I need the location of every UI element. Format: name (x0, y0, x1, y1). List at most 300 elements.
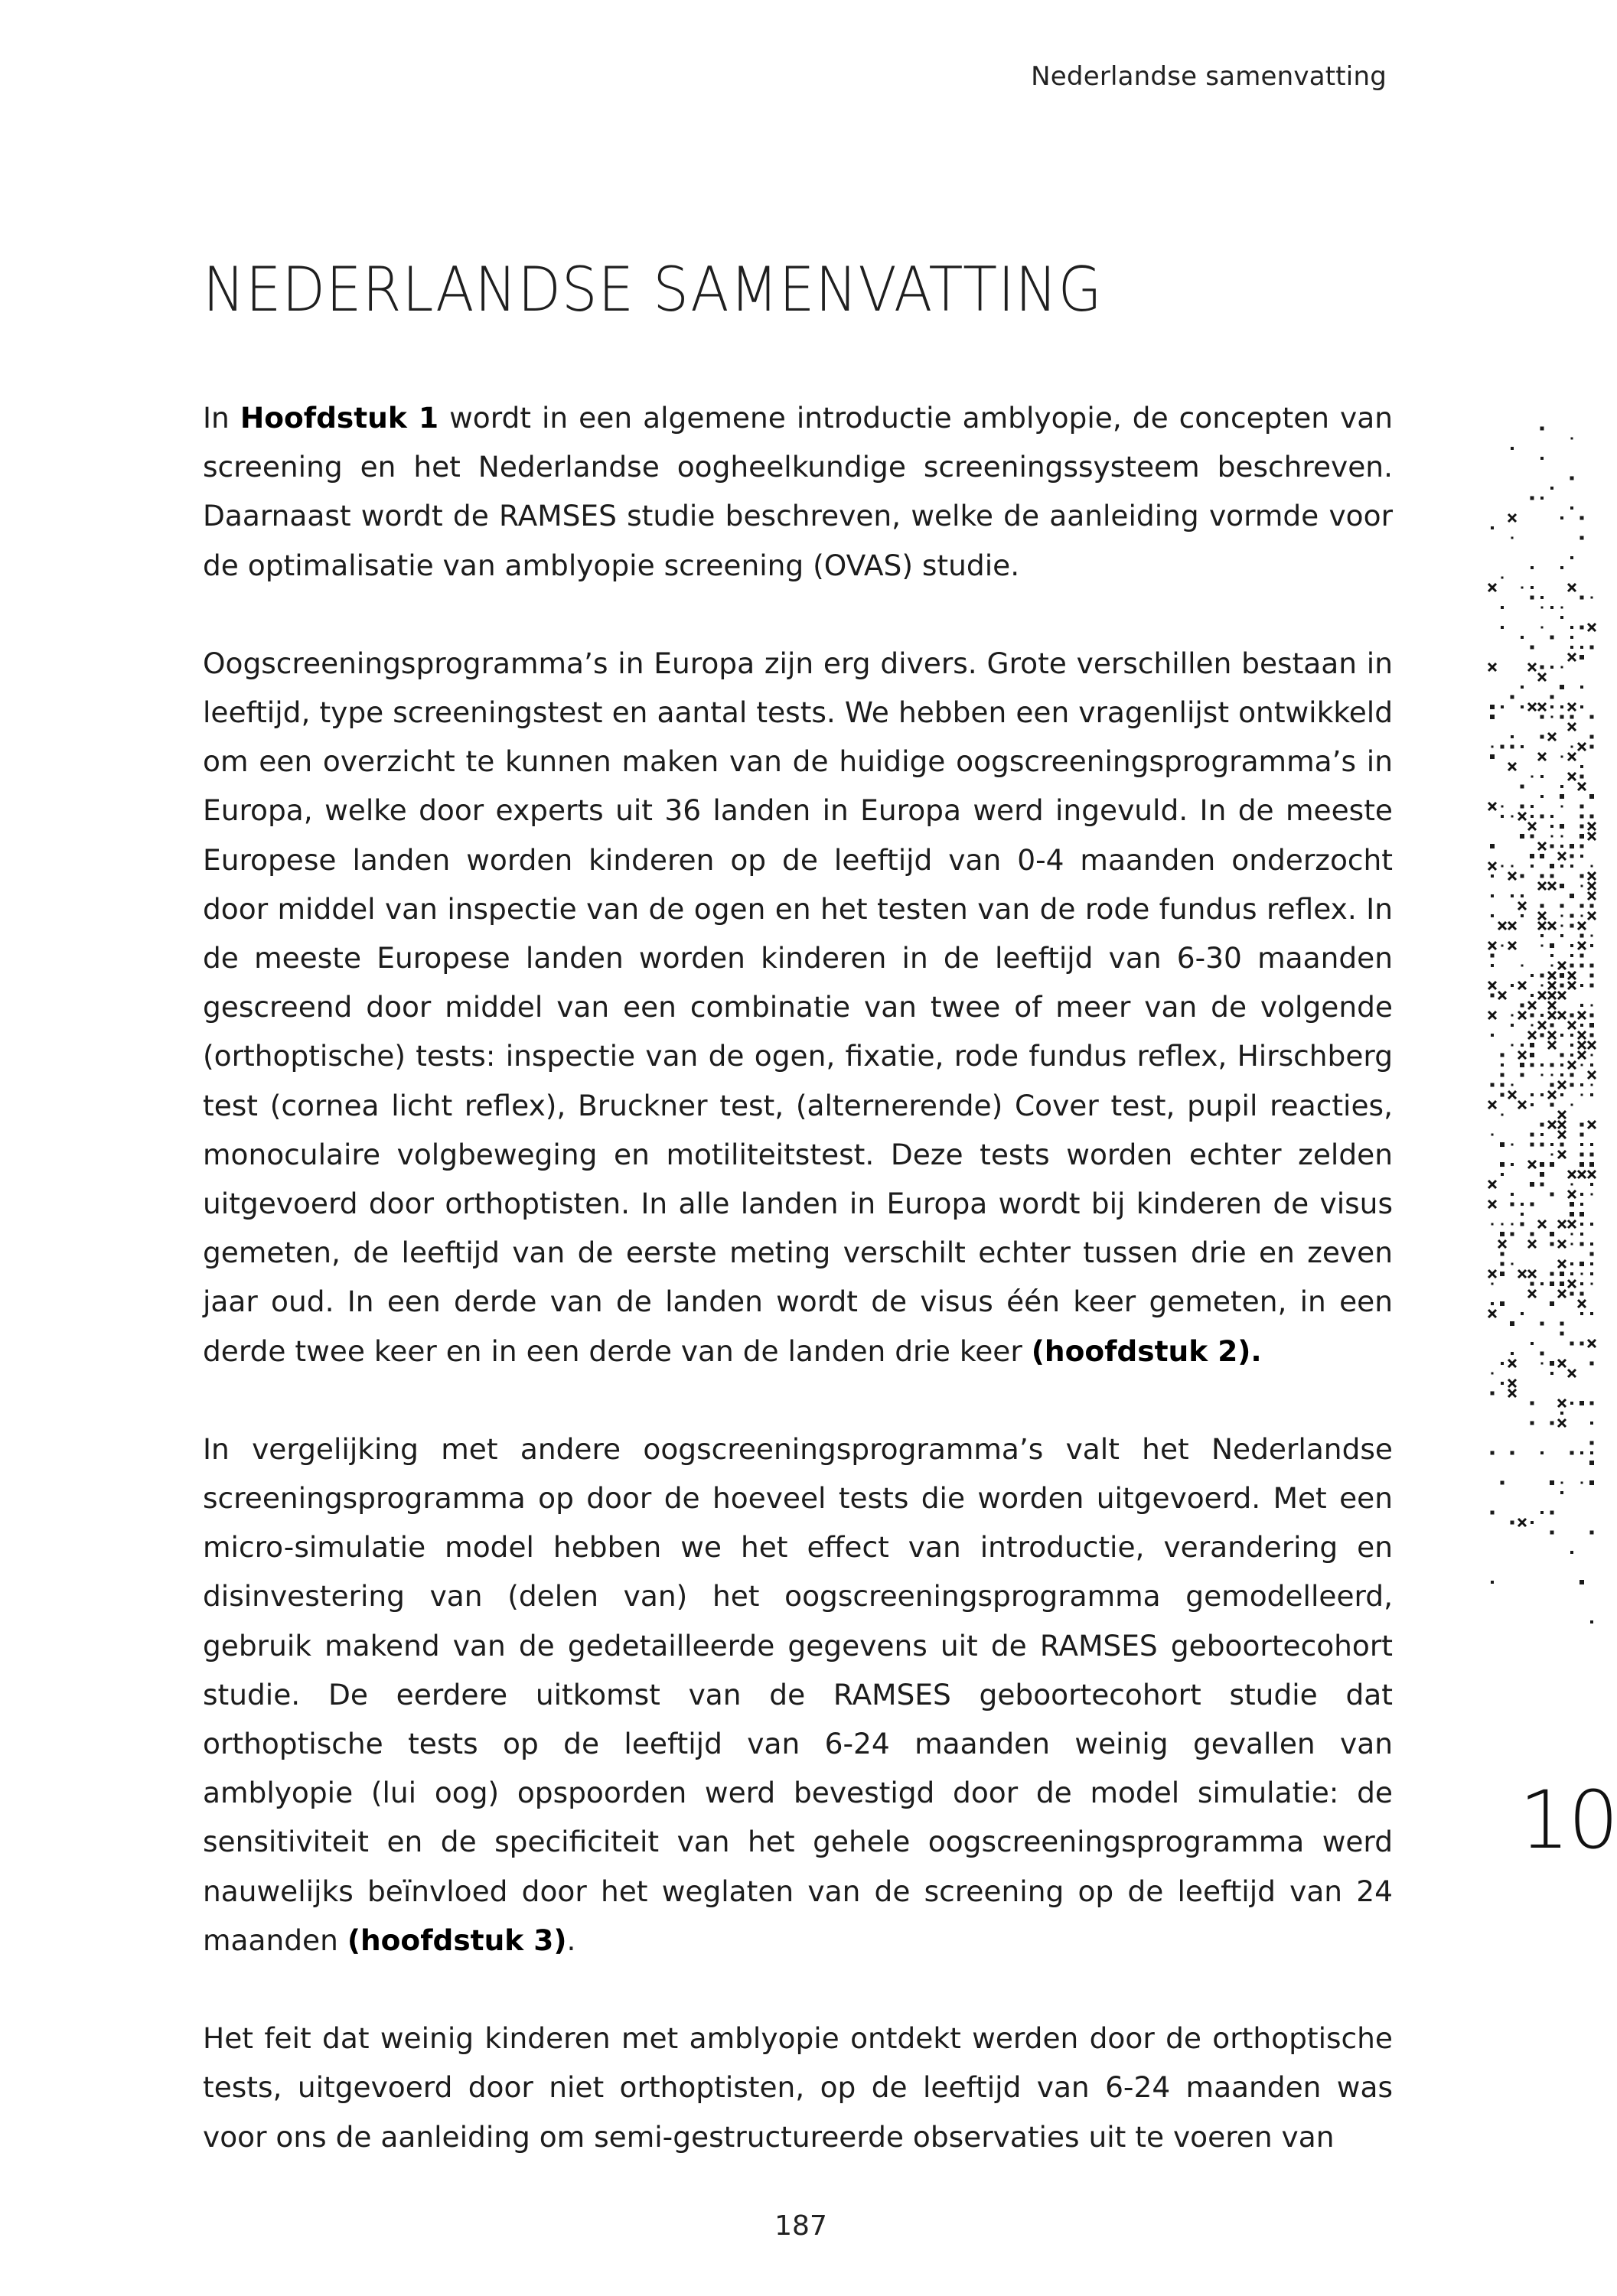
pattern-dot (1580, 686, 1583, 689)
pattern-dot (1580, 1024, 1583, 1027)
running-header: Nederlandse samenvatting (1031, 61, 1387, 92)
pattern-dot (1550, 1143, 1553, 1146)
pattern-dot (1560, 705, 1563, 708)
pattern-dot (1550, 1301, 1554, 1306)
pattern-dot (1501, 865, 1504, 868)
pattern-dot (1590, 974, 1594, 978)
pattern-dot (1580, 655, 1584, 659)
pattern-dot (1511, 1163, 1514, 1166)
pattern-dot (1491, 894, 1494, 897)
pattern-dot (1531, 1024, 1534, 1027)
pattern-dot (1541, 985, 1544, 987)
page-number: 187 (774, 2210, 827, 2242)
pattern-dot (1550, 954, 1553, 957)
pattern-dot (1580, 1193, 1583, 1196)
p2-text-a: Oogscreeningsprogramma’s in Europa zijn erg divers. Grote verschillen bestaan in leeftijd, type screeningstest en aantal tests. We hebben een vragenlijst ontwikkeld om een overzicht te kunnen maken van de huidige oogscreeningsprogramma’s in Europa, welke door experts uit 36 landen in Europa werd ingevuld. In de meeste Europese landen worden kinderen op de leeftijd van 0-4 maanden onderzocht door middel van inspectie van de ogen en het testen van de rode fundus reflex. In de meeste Europese landen worden kinderen in de leeftijd van 6-30 maanden gescreend door middel van een combinatie van twee of meer van de volgende (orthoptische) tests: inspectie van de ogen, fixatie, rode fundus reflex, Hirschberg test (cornea licht reflex), Bruckner test, (alternerende) Cover test, pupil reacties, monoculaire volgbeweging en motiliteitstest. Deze tests worden echter zelden uitgevoerd door orthoptisten. In alle landen in Europa wordt bij kinderen de visus gemeten, de leeftijd van de eerste meting verschilt echter tussen drie en zeven jaar oud. In een derde van de landen wordt de visus één keer gemeten, in een derde twee keer en in een derde van de landen drie keer (203, 646, 1393, 1368)
pattern-dot (1580, 934, 1584, 938)
pattern-dot (1580, 765, 1583, 768)
pattern-dot (1570, 556, 1573, 559)
p4-text-a: Het feit dat weinig kinderen met amblyopie ontdekt werden door de orthoptische tests, uitgevoerd door niet orthoptisten, op de leeftijd van 6-24 maanden was voor ons de aanleiding om semi-gestructureerde observaties uit te voeren van (203, 2021, 1393, 2154)
pattern-dot (1580, 1133, 1584, 1137)
pattern-dot (1570, 954, 1573, 957)
pattern-dot (1561, 925, 1563, 927)
pattern-dot (1550, 695, 1554, 699)
pattern-dot (1590, 1272, 1593, 1275)
pattern-dot (1521, 874, 1524, 878)
pattern-dot (1511, 745, 1514, 749)
pattern-dot (1571, 746, 1573, 748)
pattern-dot (1501, 1382, 1504, 1385)
pattern-dot (1531, 974, 1534, 977)
pattern-dot (1580, 1143, 1583, 1146)
pattern-dot (1490, 715, 1495, 719)
pattern-dot (1570, 1014, 1574, 1018)
pattern-dot (1570, 1044, 1573, 1047)
pattern-dot (1570, 626, 1573, 629)
pattern-dot (1560, 685, 1564, 689)
pattern-dot (1580, 805, 1584, 809)
pattern-dot (1580, 825, 1584, 829)
pattern-dot (1550, 845, 1554, 848)
p3-text-a: In vergelijking met andere oogscreeningsprogramma’s valt het Nederlandse screeningsprogramma op door de hoeveel tests die worden uitgevoerd. Met een micro-simulatie model hebben we het effect van introductie, verandering en disinvestering van (delen van) het oogscreeningsprogramma gemodelleerd, gebruik makend van de gedetailleerde gegevens uit de RAMSES geboortecohort studie. De eerdere uitkomst van de RAMSES geboortecohort studie dat orthoptische tests op de leeftijd van 6-24 maanden weinig gevallen van amblyopie (lui oog) opspoorden werd bevestigd door de model simulatie: de sensitiviteit en de specificiteit van het gehele oogscreeningsprogramma werd nauwelijks beïnvloed door het weglaten van de screening op de leeftijd van 24 maanden (203, 1431, 1393, 1957)
pattern-dot (1580, 1282, 1583, 1285)
pattern-dot (1511, 1084, 1514, 1086)
pattern-dot (1581, 1482, 1583, 1484)
pattern-dot (1511, 1024, 1514, 1027)
pattern-dot (1520, 1063, 1524, 1067)
pattern-dot (1511, 894, 1514, 897)
pattern-dot (1570, 1073, 1574, 1077)
pattern-dot (1501, 626, 1504, 629)
pattern-dot (1540, 1162, 1544, 1167)
pattern-dot (1521, 686, 1524, 689)
pattern-dot (1491, 1083, 1495, 1087)
pattern-dot (1580, 904, 1584, 908)
pattern-dot (1560, 884, 1564, 888)
pattern-dot (1530, 1053, 1534, 1057)
pattern-dot (1590, 1223, 1593, 1226)
pattern-dot (1521, 1213, 1524, 1216)
pattern-dot (1531, 815, 1534, 818)
pattern-dot (1580, 1153, 1584, 1157)
pattern-dot (1511, 1203, 1514, 1207)
pattern-dot (1541, 607, 1544, 609)
pattern-dot (1570, 855, 1574, 858)
pattern-dot (1501, 705, 1504, 708)
pattern-dot (1531, 497, 1534, 500)
pattern-dot (1531, 1103, 1534, 1106)
pattern-dot (1580, 1451, 1583, 1454)
pattern-dot (1591, 597, 1593, 599)
pattern-dot (1540, 596, 1544, 599)
pattern-dot (1590, 1422, 1593, 1425)
p1-chapter-ref: Hoofdstuk 1 (240, 401, 439, 435)
pattern-dot (1560, 973, 1564, 978)
pattern-dot (1550, 1083, 1554, 1087)
pattern-dot (1580, 1292, 1584, 1296)
pattern-dot (1491, 1223, 1494, 1226)
pattern-dot (1521, 1004, 1524, 1008)
pattern-dot (1491, 954, 1495, 958)
pattern-dot (1491, 1134, 1494, 1136)
pattern-dot (1580, 1580, 1584, 1584)
pattern-dot (1570, 944, 1573, 947)
pattern-dot (1570, 1272, 1573, 1275)
pattern-dot (1531, 1093, 1534, 1096)
pattern-dot (1540, 1282, 1544, 1285)
pattern-dot (1531, 1063, 1534, 1067)
pattern-dot (1570, 1551, 1573, 1554)
pattern-dot (1560, 1054, 1564, 1057)
pattern-dot (1560, 1412, 1563, 1415)
pattern-dot (1560, 865, 1563, 868)
pattern-dot (1550, 943, 1554, 948)
pattern-dot (1491, 1034, 1494, 1037)
pattern-dot (1561, 607, 1563, 609)
pattern-dot (1590, 1451, 1593, 1454)
pattern-dot (1560, 516, 1563, 519)
pattern-dot (1560, 824, 1564, 829)
pattern-dot (1590, 1183, 1593, 1186)
pattern-dot (1560, 1093, 1563, 1096)
pattern-dot (1540, 1143, 1544, 1147)
pattern-dot (1589, 1162, 1594, 1167)
pattern-dot (1580, 626, 1584, 630)
pattern-dot (1521, 1312, 1524, 1315)
pattern-dot (1511, 1044, 1514, 1047)
pattern-dot (1570, 1034, 1573, 1037)
pattern-dot (1580, 834, 1584, 839)
pattern-dot (1501, 745, 1505, 749)
pattern-dot (1531, 1521, 1534, 1524)
pattern-dot (1540, 854, 1544, 858)
pattern-dot (1581, 1094, 1583, 1096)
pattern-dot (1590, 1242, 1593, 1246)
pattern-dot (1531, 1422, 1534, 1425)
pattern-dot (1561, 835, 1563, 838)
pattern-dot (1541, 1363, 1544, 1365)
pattern-dot (1551, 1154, 1553, 1156)
pattern-dot (1550, 1511, 1554, 1515)
pattern-dot (1501, 1063, 1504, 1067)
pattern-dot (1560, 934, 1563, 937)
page-title: NEDERLANDSE SAMENVATTING (203, 254, 1103, 325)
pattern-dot (1580, 1004, 1583, 1007)
p3-text-c: . (566, 1923, 576, 1957)
pattern-dot (1570, 646, 1573, 649)
pattern-dot (1520, 834, 1524, 839)
pattern-dot (1550, 1480, 1554, 1485)
pattern-dot (1560, 1073, 1563, 1076)
pattern-dot (1541, 627, 1544, 629)
pattern-dot (1511, 1451, 1514, 1455)
pattern-dot (1540, 1093, 1544, 1096)
pattern-dot (1580, 536, 1584, 540)
pattern-dot (1550, 705, 1553, 708)
pattern-dot (1491, 1302, 1494, 1305)
pattern-dot (1591, 865, 1593, 868)
pattern-dot (1531, 835, 1534, 839)
pattern-dot (1531, 1402, 1534, 1405)
pattern-dot (1580, 984, 1583, 987)
pattern-dot (1531, 596, 1534, 600)
pattern-dot (1540, 1322, 1544, 1326)
pattern-dot (1511, 695, 1514, 699)
pattern-dot (1591, 1084, 1593, 1086)
pattern-dot (1490, 705, 1495, 709)
pattern-dot (1521, 636, 1524, 639)
pattern-dot (1570, 1212, 1574, 1216)
pattern-dot (1511, 984, 1514, 987)
pattern-dot (1590, 944, 1593, 947)
pattern-dot (1501, 1362, 1504, 1365)
pattern-dot (1570, 964, 1574, 968)
pattern-dot (1560, 1034, 1563, 1037)
pattern-dot (1501, 606, 1504, 609)
pattern-dot (1540, 1511, 1544, 1514)
pattern-dot (1571, 1184, 1573, 1186)
pattern-dot (1540, 427, 1544, 431)
pattern-dot (1560, 1322, 1564, 1326)
pattern-dot (1560, 904, 1564, 908)
pattern-dot (1540, 1063, 1544, 1067)
pattern-dot (1581, 1064, 1583, 1067)
pattern-dot (1551, 716, 1553, 718)
pattern-dot (1590, 1262, 1593, 1265)
pattern-dot (1580, 964, 1584, 968)
pattern-dot (1511, 537, 1514, 539)
pattern-dot (1500, 1232, 1505, 1236)
pattern-dot (1540, 1133, 1544, 1136)
pattern-dot (1511, 1144, 1514, 1146)
pattern-dot (1550, 1361, 1554, 1366)
pattern-dot (1580, 775, 1584, 779)
pattern-dot (1521, 894, 1524, 897)
pattern-dot (1560, 1332, 1564, 1336)
pattern-dot (1561, 756, 1563, 758)
pattern-dot (1501, 1083, 1505, 1087)
pattern-dot (1491, 914, 1494, 917)
pattern-dot (1580, 815, 1584, 819)
pattern-dot (1530, 1043, 1534, 1047)
pattern-dot (1589, 794, 1594, 799)
pattern-dot (1501, 1173, 1504, 1176)
pattern-dot (1500, 1162, 1505, 1167)
pattern-dot (1550, 1232, 1554, 1236)
pattern-dot (1521, 705, 1524, 708)
pattern-dot (1550, 606, 1553, 609)
pattern-dot (1590, 984, 1594, 988)
pattern-dot (1580, 1312, 1583, 1315)
dot-pattern-decoration (1492, 329, 1602, 1783)
pattern-dot (1540, 735, 1544, 739)
pattern-dot (1570, 1451, 1574, 1455)
pattern-dot (1531, 776, 1534, 778)
pattern-dot (1590, 1362, 1594, 1366)
pattern-dot (1531, 586, 1534, 589)
pattern-dot (1550, 1242, 1554, 1246)
pattern-dot (1550, 1024, 1554, 1028)
pattern-dot (1531, 566, 1534, 569)
pattern-dot (1491, 964, 1494, 967)
pattern-dot (1511, 735, 1514, 738)
pattern-dot (1540, 666, 1544, 669)
pattern-dot (1540, 974, 1544, 978)
pattern-dot (1521, 587, 1524, 589)
pattern-dot (1570, 914, 1574, 918)
pattern-dot (1491, 1373, 1494, 1375)
chapter-number-tab: 10 (1519, 1773, 1617, 1867)
pattern-dot (1491, 526, 1494, 529)
pattern-dot (1511, 816, 1514, 818)
pattern-dot (1580, 1083, 1583, 1086)
pattern-dot (1491, 746, 1494, 748)
pattern-dot (1590, 745, 1594, 749)
pattern-dot (1589, 1480, 1594, 1485)
pattern-dot (1521, 1044, 1524, 1047)
pattern-dot (1580, 845, 1584, 848)
pattern-dot (1500, 1272, 1505, 1276)
pattern-dot (1521, 1203, 1524, 1206)
pattern-dot (1491, 1581, 1494, 1584)
pattern-dot (1501, 1054, 1505, 1057)
pattern-dot (1540, 904, 1544, 908)
pattern-dot (1540, 795, 1544, 798)
pattern-dot (1560, 845, 1563, 848)
pattern-dot (1551, 835, 1553, 838)
pattern-dot (1540, 775, 1544, 778)
pattern-dot (1501, 1481, 1505, 1485)
pattern-dot (1511, 1352, 1514, 1355)
pattern-dot (1580, 1342, 1584, 1346)
pattern-dot (1551, 1074, 1553, 1076)
pattern-dot (1590, 1441, 1594, 1445)
paragraph-2 (203, 639, 1393, 1376)
pattern-dot (1590, 1063, 1593, 1067)
pattern-dot (1580, 1223, 1583, 1226)
pattern-dot (1550, 1063, 1554, 1067)
pattern-dot (1541, 945, 1544, 947)
pattern-dot (1560, 616, 1563, 619)
pattern-dot (1570, 865, 1573, 868)
pattern-dot (1540, 1451, 1544, 1454)
pattern-dot (1540, 874, 1544, 878)
pattern-dot (1550, 864, 1554, 868)
pattern-dot (1531, 1233, 1534, 1236)
pattern-dot (1541, 1074, 1544, 1076)
pattern-dot (1589, 1461, 1594, 1465)
pattern-dot (1550, 1162, 1554, 1167)
pattern-dot (1521, 785, 1524, 789)
pattern-dot (1511, 447, 1514, 450)
body-text (203, 393, 1393, 2210)
pattern-dot (1590, 735, 1594, 739)
pattern-dot (1550, 825, 1553, 828)
pattern-dot (1590, 1153, 1594, 1157)
pattern-dot (1560, 1143, 1564, 1147)
pattern-dot (1570, 1083, 1574, 1087)
pattern-dot (1540, 715, 1544, 719)
pattern-dot (1580, 705, 1583, 708)
pattern-dot (1501, 815, 1504, 818)
pattern-dot (1530, 1182, 1534, 1187)
pattern-dot (1501, 1114, 1504, 1116)
pattern-dot (1570, 924, 1574, 928)
pattern-dot (1560, 715, 1564, 719)
pattern-dot (1590, 1093, 1593, 1096)
pattern-dot (1511, 1263, 1514, 1265)
pattern-dot (1521, 965, 1524, 967)
pattern-dot (1531, 994, 1534, 997)
pattern-dot (1590, 1014, 1594, 1018)
pattern-dot (1580, 1212, 1584, 1216)
pattern-dot (1591, 935, 1593, 937)
pattern-dot (1540, 815, 1544, 819)
pattern-dot (1590, 904, 1594, 908)
pattern-dot (1580, 874, 1584, 878)
pattern-dot (1540, 934, 1544, 937)
pattern-dot (1531, 1014, 1534, 1018)
pattern-dot (1530, 854, 1534, 858)
pattern-dot (1540, 1183, 1544, 1187)
pattern-dot (1501, 945, 1504, 947)
pattern-dot (1521, 1223, 1524, 1226)
pattern-dot (1501, 1262, 1505, 1266)
pattern-dot (1521, 914, 1524, 917)
pattern-dot (1490, 844, 1495, 848)
pattern-dot (1571, 1104, 1573, 1106)
pattern-dot (1531, 646, 1534, 650)
pattern-dot (1580, 1242, 1584, 1246)
paragraph-3 (203, 1425, 1393, 1965)
pattern-dot (1560, 1063, 1563, 1067)
pattern-dot (1580, 954, 1584, 958)
pattern-dot (1560, 1491, 1563, 1494)
pattern-dot (1571, 438, 1573, 440)
pattern-dot (1501, 577, 1504, 579)
pattern-dot (1501, 1073, 1505, 1077)
pattern-dot (1561, 1482, 1563, 1484)
pattern-dot (1550, 666, 1553, 669)
pattern-dot (1591, 1054, 1593, 1057)
pattern-dot (1590, 1034, 1594, 1037)
pattern-dot (1560, 794, 1564, 799)
pattern-dot (1570, 1402, 1573, 1405)
pattern-dot (1580, 1233, 1583, 1236)
pattern-dot (1511, 1233, 1514, 1236)
p3-chapter-ref: (hoofdstuk 3) (347, 1923, 567, 1957)
pattern-dot (1570, 506, 1573, 510)
pattern-dot (1561, 806, 1563, 808)
pattern-dot (1570, 1054, 1573, 1057)
paragraph-1 (203, 393, 1393, 590)
pattern-dot (1580, 1262, 1584, 1266)
pattern-dot (1570, 1292, 1574, 1296)
pattern-dot (1570, 844, 1574, 848)
pattern-dot (1511, 1014, 1514, 1017)
pattern-dot (1521, 745, 1524, 748)
pattern-dot (1491, 1392, 1495, 1396)
pattern-dot (1580, 855, 1583, 858)
pattern-dot (1580, 1123, 1584, 1127)
pattern-dot (1501, 1252, 1505, 1256)
pattern-dot (1581, 1273, 1583, 1275)
pattern-dot (1540, 1123, 1544, 1127)
pattern-dot (1571, 1233, 1573, 1236)
pattern-dot (1550, 1422, 1554, 1425)
pattern-dot (1570, 1202, 1574, 1207)
pattern-dot (1511, 865, 1514, 868)
